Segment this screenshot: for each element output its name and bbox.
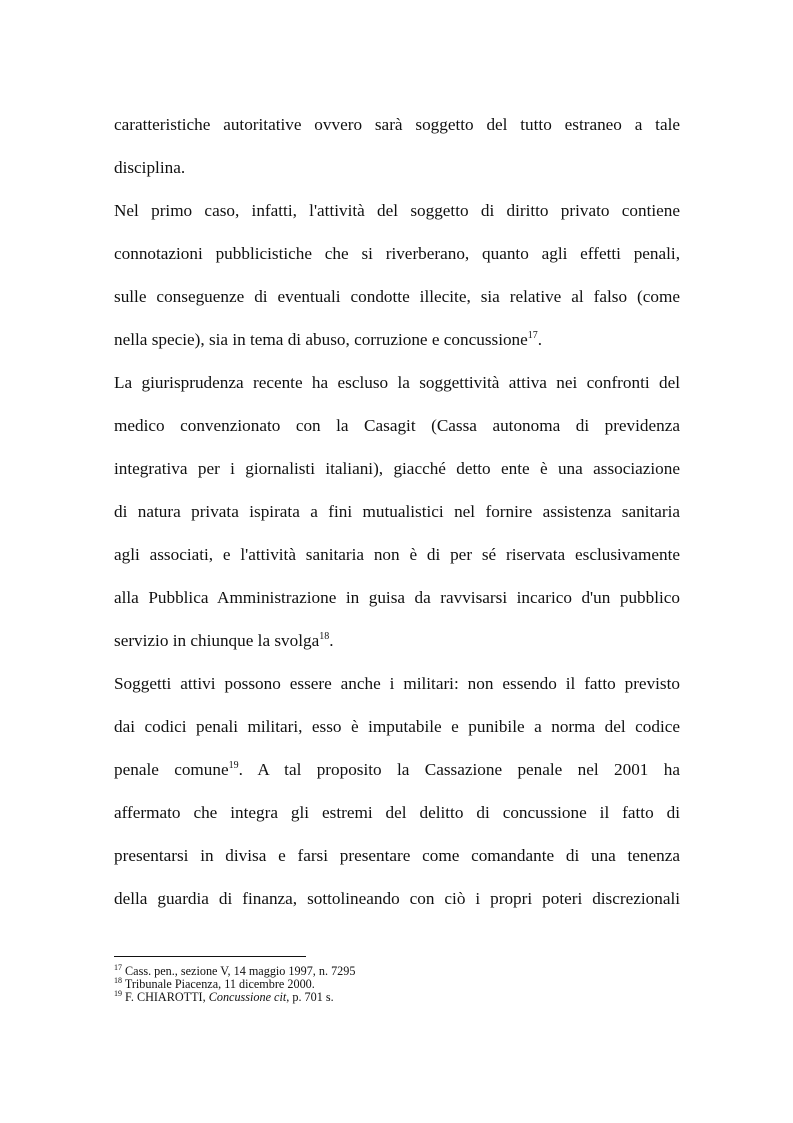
- body-line: medico convenzionato con la Casagit (Cassa autonoma di previdenza: [114, 416, 680, 435]
- footnote-text: , p. 701 s.: [286, 990, 334, 1004]
- body-line: Soggetti attivi possono essere anche i militari: non essendo il fatto previsto: [114, 674, 680, 693]
- body-text: nella specie), sia in tema di abuso, corruzione e concussione: [114, 330, 528, 349]
- body-line: connotazioni pubblicistiche che si riverberano, quanto agli effetti penali,: [114, 244, 680, 263]
- body-text: . A tal proposito la Cassazione penale nel 2001 ha: [238, 760, 680, 779]
- body-line: [114, 631, 680, 651]
- body-line: dai codici penali militari, esso è imputabile e punibile a norma del codice: [114, 717, 680, 736]
- body-line: agli associati, e l'attività sanitaria non è di per sé riservata esclusivamente: [114, 545, 680, 564]
- footnote-18: [114, 977, 315, 991]
- body-line: [114, 760, 680, 780]
- footnote-separator: [114, 956, 306, 957]
- footnote-mark: 19: [114, 989, 122, 998]
- body-line: affermato che integra gli estremi del delitto di concussione il fatto di: [114, 803, 680, 822]
- period: .: [537, 330, 543, 349]
- body-line: alla Pubblica Amministrazione in guisa da ravvisarsi incarico d'un pubblico: [114, 588, 680, 607]
- body-line: sulle conseguenze di eventuali condotte illecite, sia relative al falso (come: [114, 287, 680, 306]
- footnote-ref-17: 17: [527, 330, 538, 341]
- body-line: [114, 330, 680, 350]
- body-line: disciplina.: [114, 158, 186, 177]
- footnote-mark: 18: [114, 976, 122, 985]
- footnote-17: [114, 964, 355, 978]
- footnote-text: Tribunale Piacenza, 11 dicembre 2000.: [124, 977, 315, 991]
- body-line: presentarsi in divisa e farsi presentare come comandante di una tenenza: [114, 846, 680, 865]
- footnote-19: [114, 990, 334, 1004]
- body-text: servizio in chiunque la svolga: [114, 631, 320, 650]
- body-line: caratteristiche autoritative ovvero sarà soggetto del tutto estraneo a tale: [114, 115, 680, 134]
- body-line: integrativa per i giornalisti italiani), giacché detto ente è una associazione: [114, 459, 680, 478]
- footnote-mark: 17: [114, 963, 122, 972]
- footnote-text: F. CHIAROTTI,: [125, 990, 209, 1004]
- body-line: della guardia di finanza, sottolineando con ciò i propri poteri discrezionali: [114, 889, 680, 908]
- footnote-ref-19: 19: [228, 760, 239, 771]
- body-line: La giurisprudenza recente ha escluso la soggettività attiva nei confronti del: [114, 373, 680, 392]
- footnote-italic-title: Concussione cit: [208, 990, 287, 1004]
- footnote-ref-18: 18: [319, 631, 330, 642]
- body-line: di natura privata ispirata a fini mutualistici nel fornire assistenza sanitaria: [114, 502, 680, 521]
- body-text: penale comune: [114, 760, 229, 779]
- period: .: [329, 631, 334, 650]
- body-line: Nel primo caso, infatti, l'attività del soggetto di diritto privato contiene: [114, 201, 680, 220]
- footnote-text: Cass. pen., sezione V, 14 maggio 1997, n. 7295: [125, 964, 356, 978]
